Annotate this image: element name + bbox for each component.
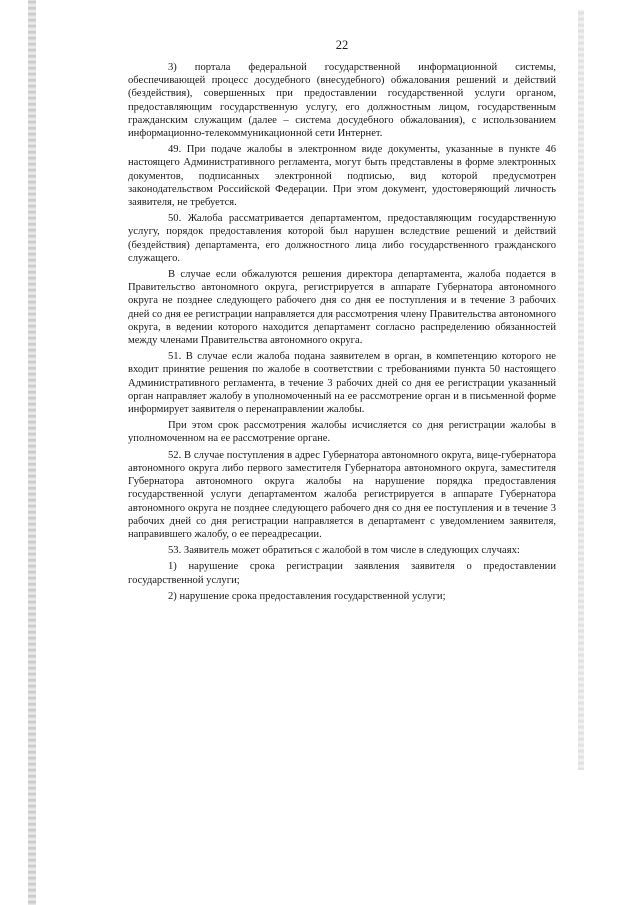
paragraph-49: 49. При подаче жалобы в электронном виде документы, указанные в пункте 46 настоящего Административного регламента, могут быть представлены в форме электронных документов, подписанных электронной подписью, вид которой предусмотрен законодательством Российской Федерации. При этом документ, удостоверяющий личность заявителя, не требуется. (128, 144, 556, 209)
paragraph-53-item-1: 1) нарушение срока регистрации заявления заявителя о предоставлении государственной услуги; (128, 561, 556, 586)
paragraph-50-continued: В случае если обжалуются решения директора департамента, жалоба подается в Правительство автономного округа, регистрируется в аппарате Губернатора автономного округа не позднее следующего рабочего дня со дня ее поступления и в течение 3 рабочих дней со дня ее регистрации направляется для рассмотрения члену Правительства автономного округа, в ведении которого находится департамент согласно распределению обязанностей между членами Правительства автономного округа. (128, 269, 556, 347)
paragraph-51: 51. В случае если жалоба подана заявителем в орган, в компетенцию которого не входит принятие решения по жалобе в соответствии с требованиями пункта 50 настоящего Административного регламента, в течение 3 рабочих дней со дня ее регистрации указанный орган направляет жалобу в уполномоченный на ее рассмотрение орган и в письменной форме информирует заявителя о перенаправлении жалобы. (128, 351, 556, 416)
scan-edge-left (28, 0, 36, 905)
paragraph-48-item-3: 3) портала федеральной государственной информационной системы, обеспечивающей процесс досудебного (внесудебного) обжалования решений и действий (бездействия), совершенных при предоставлении государственной услуги органом, предоставляющим государственную услугу, его должностным лицом, государственным гражданским служащим (далее – система досудебного обжалования), с использованием информационно-телекоммуникационной сети Интернет. (128, 62, 556, 140)
paragraph-53-item-2: 2) нарушение срока предоставления государственной услуги; (168, 590, 446, 602)
paragraph-53: 53. Заявитель может обратиться с жалобой в том числе в следующих случаях: (168, 545, 520, 557)
paragraph-50: 50. Жалоба рассматривается департаментом, предоставляющим государственную услугу, порядок предоставления которой был нарушен вследствие решений и действий (бездействия) департамента, его должностного лица либо государственного гражданского служащего. (128, 213, 556, 264)
document-page (128, 38, 556, 606)
page-number: 22 (335, 38, 349, 52)
paragraph-52: 52. В случае поступления в адрес Губернатора автономного округа, вице-губернатора автономного округа либо первого заместителя Губернатора автономного округа, заместителя Губернатора автономного округа жалобы на нарушение порядка предоставления государственной услуги департаментом жалоба регистрируется в аппарате Губернатора автономного округа не позднее следующего рабочего дня со дня ее поступления и в течение 3 рабочих дней со дня регистрации направляется в департамент с уведомлением заявителя, направившего жалобу, о ее переадресации. (128, 449, 556, 540)
scan-edge-right (578, 10, 584, 770)
paragraph-51-continued: При этом срок рассмотрения жалобы исчисляется со дня регистрации жалобы в уполномоченном на ее рассмотрение органе. (128, 420, 556, 445)
